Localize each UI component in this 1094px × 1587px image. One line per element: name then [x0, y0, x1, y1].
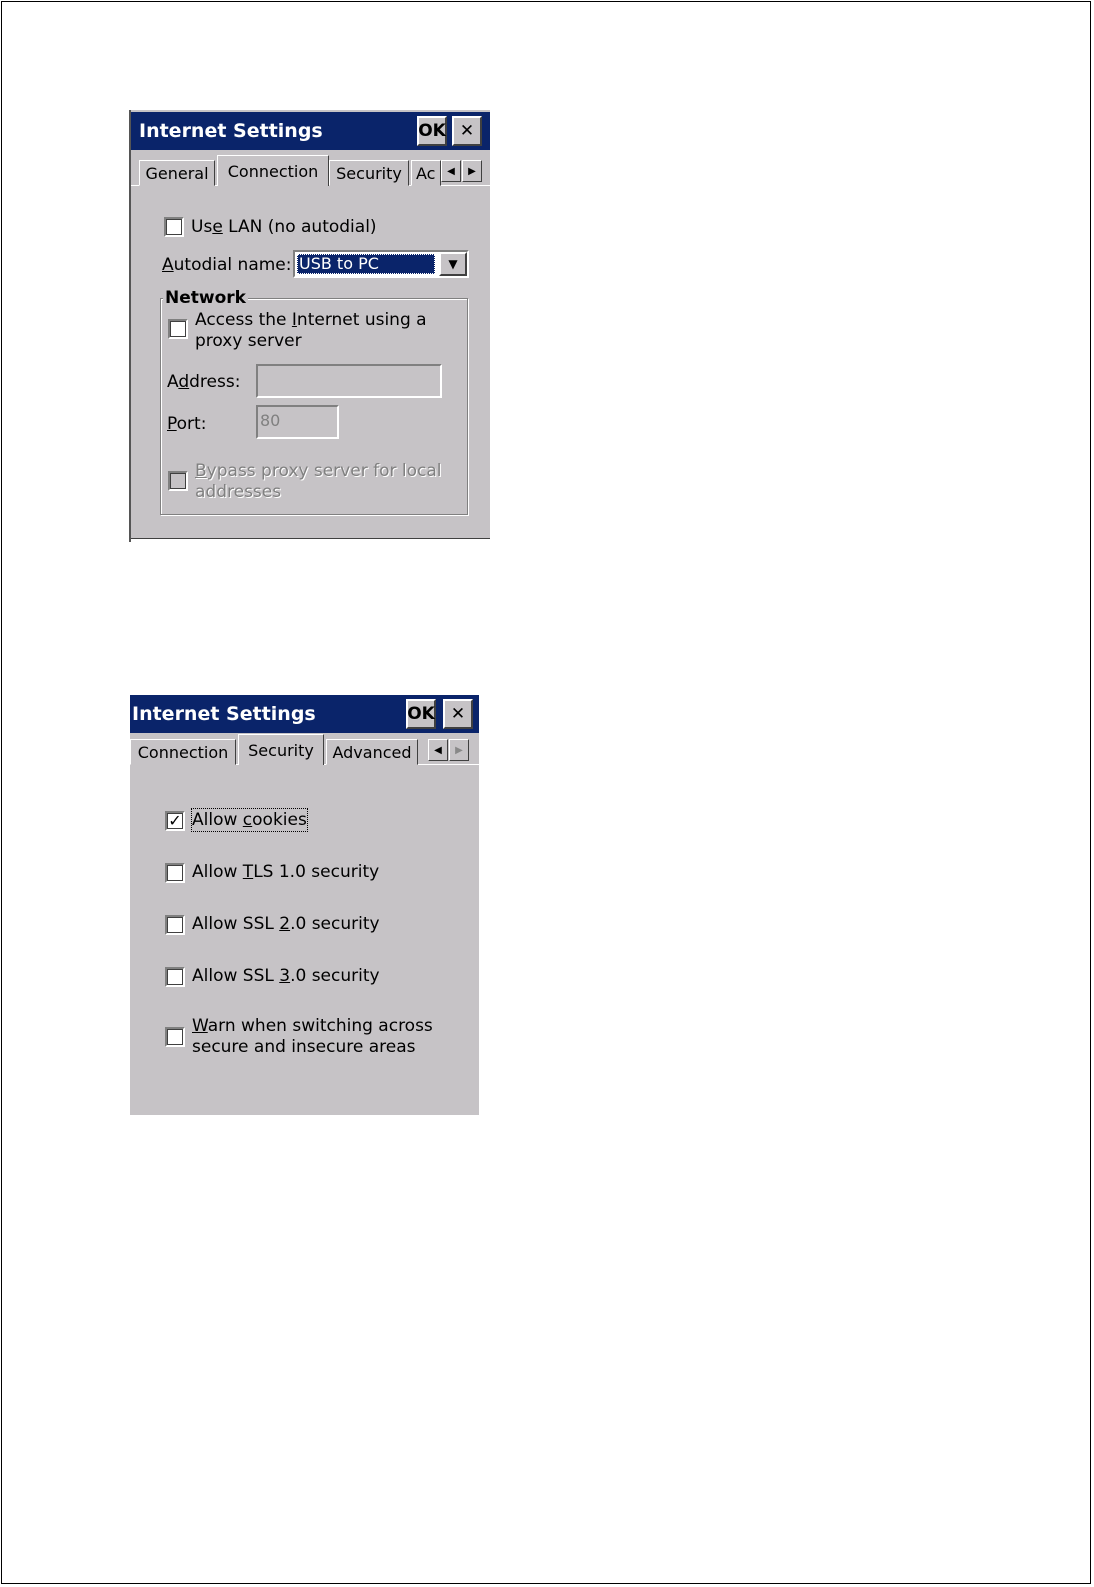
autodial-name-value: USB to PC	[297, 254, 435, 274]
tab-scroll-left-button[interactable]	[428, 739, 448, 761]
tab-general[interactable]: General	[139, 160, 215, 186]
tab-scroll-right-button[interactable]	[462, 160, 482, 182]
tab-advanced[interactable]: Advanced	[326, 739, 418, 765]
address-label: Address:	[167, 372, 241, 392]
warn-switching-label-line1: Warn when switching across	[192, 1016, 433, 1036]
ok-button[interactable]: OK	[406, 699, 436, 729]
close-icon: ✕	[450, 704, 466, 724]
arrow-left-icon: ◀	[447, 165, 455, 177]
allow-ssl3-label: Allow SSL 3.0 security	[192, 966, 380, 986]
allow-tls-checkbox[interactable]	[165, 863, 185, 883]
tab-scroll-left-button[interactable]	[441, 160, 461, 182]
tab-strip	[130, 733, 479, 765]
tab-connection[interactable]: Connection	[217, 155, 329, 186]
proxy-checkbox[interactable]	[168, 319, 188, 339]
allow-ssl2-label: Allow SSL 2.0 security	[192, 914, 380, 934]
close-icon: ✕	[459, 121, 475, 141]
warn-switching-label-line2: secure and insecure areas	[192, 1037, 416, 1057]
tab-connection[interactable]: Connection	[130, 739, 236, 765]
check-icon: ✓	[168, 811, 182, 830]
address-input[interactable]	[256, 364, 442, 398]
proxy-label-line2: proxy server	[195, 331, 302, 351]
bypass-proxy-label-line2: addresses	[195, 482, 282, 502]
internet-settings-security-dialog	[130, 695, 479, 1115]
bottom-edge	[131, 538, 490, 542]
dialog-title: Internet Settings	[132, 703, 316, 725]
autodial-name-label: Autodial name:	[162, 255, 292, 275]
proxy-label-line1: Access the Internet using a	[195, 310, 427, 330]
tab-advanced[interactable]: Ac	[411, 160, 441, 186]
arrow-left-icon: ◀	[434, 744, 442, 756]
autodial-name-dropdown[interactable]	[293, 250, 469, 278]
tab-scroll-right-button[interactable]	[449, 739, 469, 761]
close-button[interactable]	[452, 116, 482, 146]
internet-settings-connection-dialog	[129, 110, 490, 542]
dropdown-button[interactable]	[439, 252, 467, 276]
use-lan-checkbox[interactable]	[164, 217, 184, 237]
port-input[interactable]: 80	[256, 405, 339, 439]
tab-security[interactable]: Security	[329, 160, 409, 186]
allow-cookies-checkbox[interactable]	[165, 811, 185, 831]
tab-security[interactable]: Security	[238, 734, 324, 765]
title-bar	[131, 112, 490, 150]
network-group-title: Network	[165, 288, 246, 308]
tab-strip	[131, 154, 490, 186]
arrow-right-icon: ▶	[455, 744, 463, 756]
bypass-proxy-label-line1: Bypass proxy server for local	[195, 461, 442, 481]
close-button[interactable]	[443, 699, 473, 729]
ok-button[interactable]: OK	[417, 116, 447, 146]
title-bar	[130, 695, 479, 733]
allow-ssl3-checkbox[interactable]	[165, 967, 185, 987]
chevron-down-icon: ▼	[448, 257, 458, 271]
allow-tls-label: Allow TLS 1.0 security	[192, 862, 380, 882]
warn-switching-checkbox[interactable]	[165, 1027, 185, 1047]
port-label: Port:	[167, 414, 207, 434]
dialog-title: Internet Settings	[139, 120, 323, 142]
allow-ssl2-checkbox[interactable]	[165, 915, 185, 935]
arrow-right-icon: ▶	[468, 165, 476, 177]
use-lan-label: Use LAN (no autodial)	[191, 217, 377, 237]
allow-cookies-label: Allow cookies	[192, 810, 307, 830]
bypass-proxy-checkbox[interactable]	[168, 471, 188, 491]
